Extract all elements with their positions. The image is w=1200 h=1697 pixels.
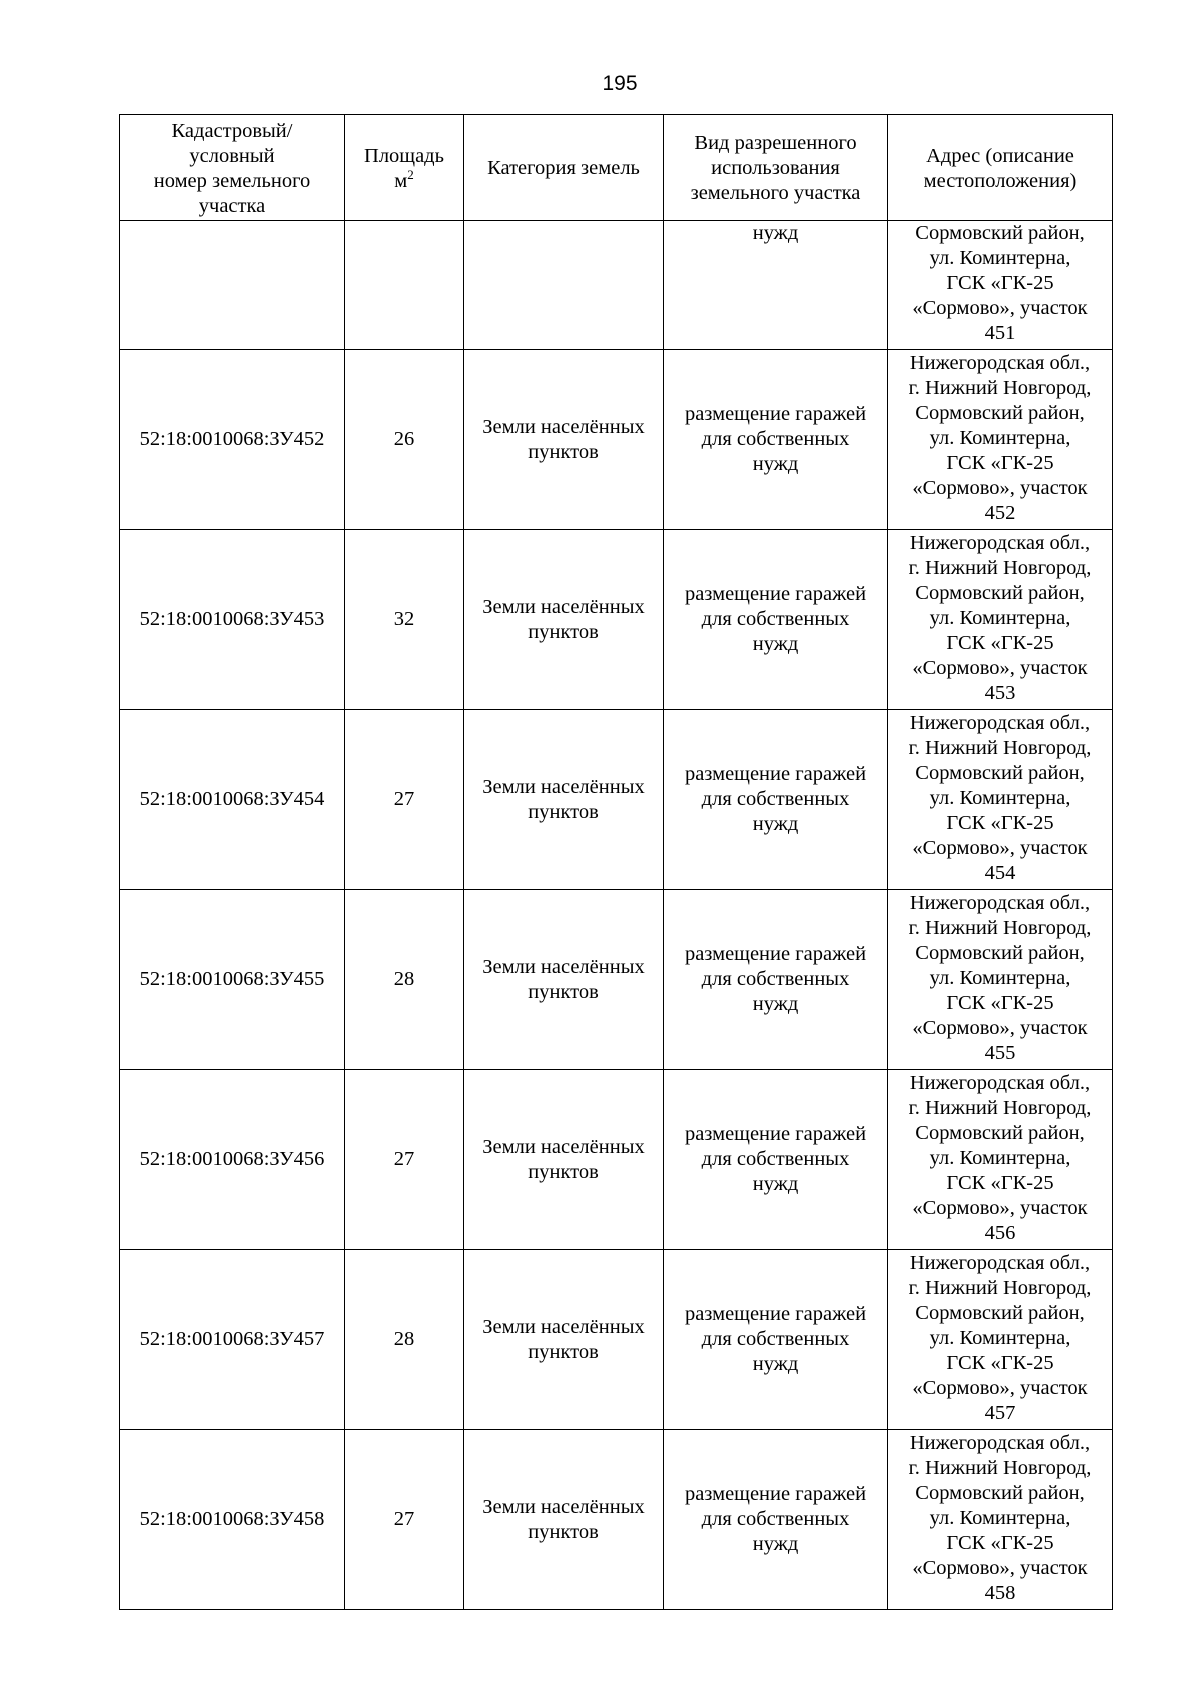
cell-area: 27 — [345, 1070, 464, 1250]
cell-land-category: Земли населённых пунктов — [464, 1250, 664, 1430]
table-row — [120, 710, 1113, 890]
cell-address: Нижегородская обл., г. Нижний Новгород, Сормовский район, ул. Коминтерна, ГСК «ГК-25 «Сормово», участок 458 — [888, 1430, 1113, 1610]
table-row — [120, 1250, 1113, 1430]
header-cadastral-number: Кадастровый/ условный номер земельного участка — [120, 115, 345, 221]
cell-area: 27 — [345, 1430, 464, 1610]
page-number: 195 — [602, 72, 638, 95]
cell-area: 27 — [345, 710, 464, 890]
table-row — [120, 1070, 1113, 1250]
cell-address: Нижегородская обл., г. Нижний Новгород, Сормовский район, ул. Коминтерна, ГСК «ГК-25 «Сормово», участок 454 — [888, 710, 1113, 890]
cell-area — [345, 221, 464, 350]
cell-area: 28 — [345, 1250, 464, 1430]
cell-land-category: Земли населённых пунктов — [464, 530, 664, 710]
cell-land-category: Земли населённых пунктов — [464, 350, 664, 530]
cell-permitted-use: размещение гаражей для собственных нужд — [664, 710, 888, 890]
table-header-row — [120, 115, 1113, 221]
cell-cadastral-number: 52:18:0010068:ЗУ457 — [120, 1250, 345, 1430]
cell-permitted-use: размещение гаражей для собственных нужд — [664, 1430, 888, 1610]
header-permitted-use: Вид разрешенного использования земельного участка — [664, 115, 888, 221]
table-row — [120, 350, 1113, 530]
header-area: Площадь $м^2$ — [345, 115, 464, 221]
cell-cadastral-number: 52:18:0010068:ЗУ452 — [120, 350, 345, 530]
cell-permitted-use: размещение гаражей для собственных нужд — [664, 350, 888, 530]
cell-address: Нижегородская обл., г. Нижний Новгород, Сормовский район, ул. Коминтерна, ГСК «ГК-25 «Сормово», участок 455 — [888, 890, 1113, 1070]
header-address: Адрес (описание местоположения) — [888, 115, 1113, 221]
cell-permitted-use: размещение гаражей для собственных нужд — [664, 1070, 888, 1250]
cell-cadastral-number: 52:18:0010068:ЗУ454 — [120, 710, 345, 890]
cell-land-category: Земли населённых пунктов — [464, 1070, 664, 1250]
cell-address: Нижегородская обл., г. Нижний Новгород, Сормовский район, ул. Коминтерна, ГСК «ГК-25 «Сормово», участок 457 — [888, 1250, 1113, 1430]
cell-cadastral-number: 52:18:0010068:ЗУ453 — [120, 530, 345, 710]
cell-permitted-use: размещение гаражей для собственных нужд — [664, 890, 888, 1070]
table-row — [120, 890, 1113, 1070]
cell-area: 32 — [345, 530, 464, 710]
cell-permitted-use: размещение гаражей для собственных нужд — [664, 1250, 888, 1430]
cell-area: 28 — [345, 890, 464, 1070]
cell-permitted-use: размещение гаражей для собственных нужд — [664, 530, 888, 710]
cell-land-category: Земли населённых пунктов — [464, 1430, 664, 1610]
cell-permitted-use: нужд — [664, 221, 888, 350]
header-land-category: Категория земель — [464, 115, 664, 221]
cell-cadastral-number: 52:18:0010068:ЗУ456 — [120, 1070, 345, 1250]
cell-address: Сормовский район, ул. Коминтерна, ГСК «ГК-25 «Сормово», участок 451 — [888, 221, 1113, 350]
land-plots-table — [119, 114, 1113, 1610]
table-row — [120, 530, 1113, 710]
cell-cadastral-number: 52:18:0010068:ЗУ455 — [120, 890, 345, 1070]
cell-area: 26 — [345, 350, 464, 530]
cell-address: Нижегородская обл., г. Нижний Новгород, Сормовский район, ул. Коминтерна, ГСК «ГК-25 «Сормово», участок 452 — [888, 350, 1113, 530]
table-row — [120, 1430, 1113, 1610]
continuation-row — [120, 221, 1113, 350]
cell-address: Нижегородская обл., г. Нижний Новгород, Сормовский район, ул. Коминтерна, ГСК «ГК-25 «Сормово», участок 456 — [888, 1070, 1113, 1250]
cell-cadastral-number — [120, 221, 345, 350]
cell-land-category: Земли населённых пунктов — [464, 890, 664, 1070]
cell-land-category — [464, 221, 664, 350]
cell-address: Нижегородская обл., г. Нижний Новгород, Сормовский район, ул. Коминтерна, ГСК «ГК-25 «Сормово», участок 453 — [888, 530, 1113, 710]
cell-cadastral-number: 52:18:0010068:ЗУ458 — [120, 1430, 345, 1610]
cell-land-category: Земли населённых пунктов — [464, 710, 664, 890]
